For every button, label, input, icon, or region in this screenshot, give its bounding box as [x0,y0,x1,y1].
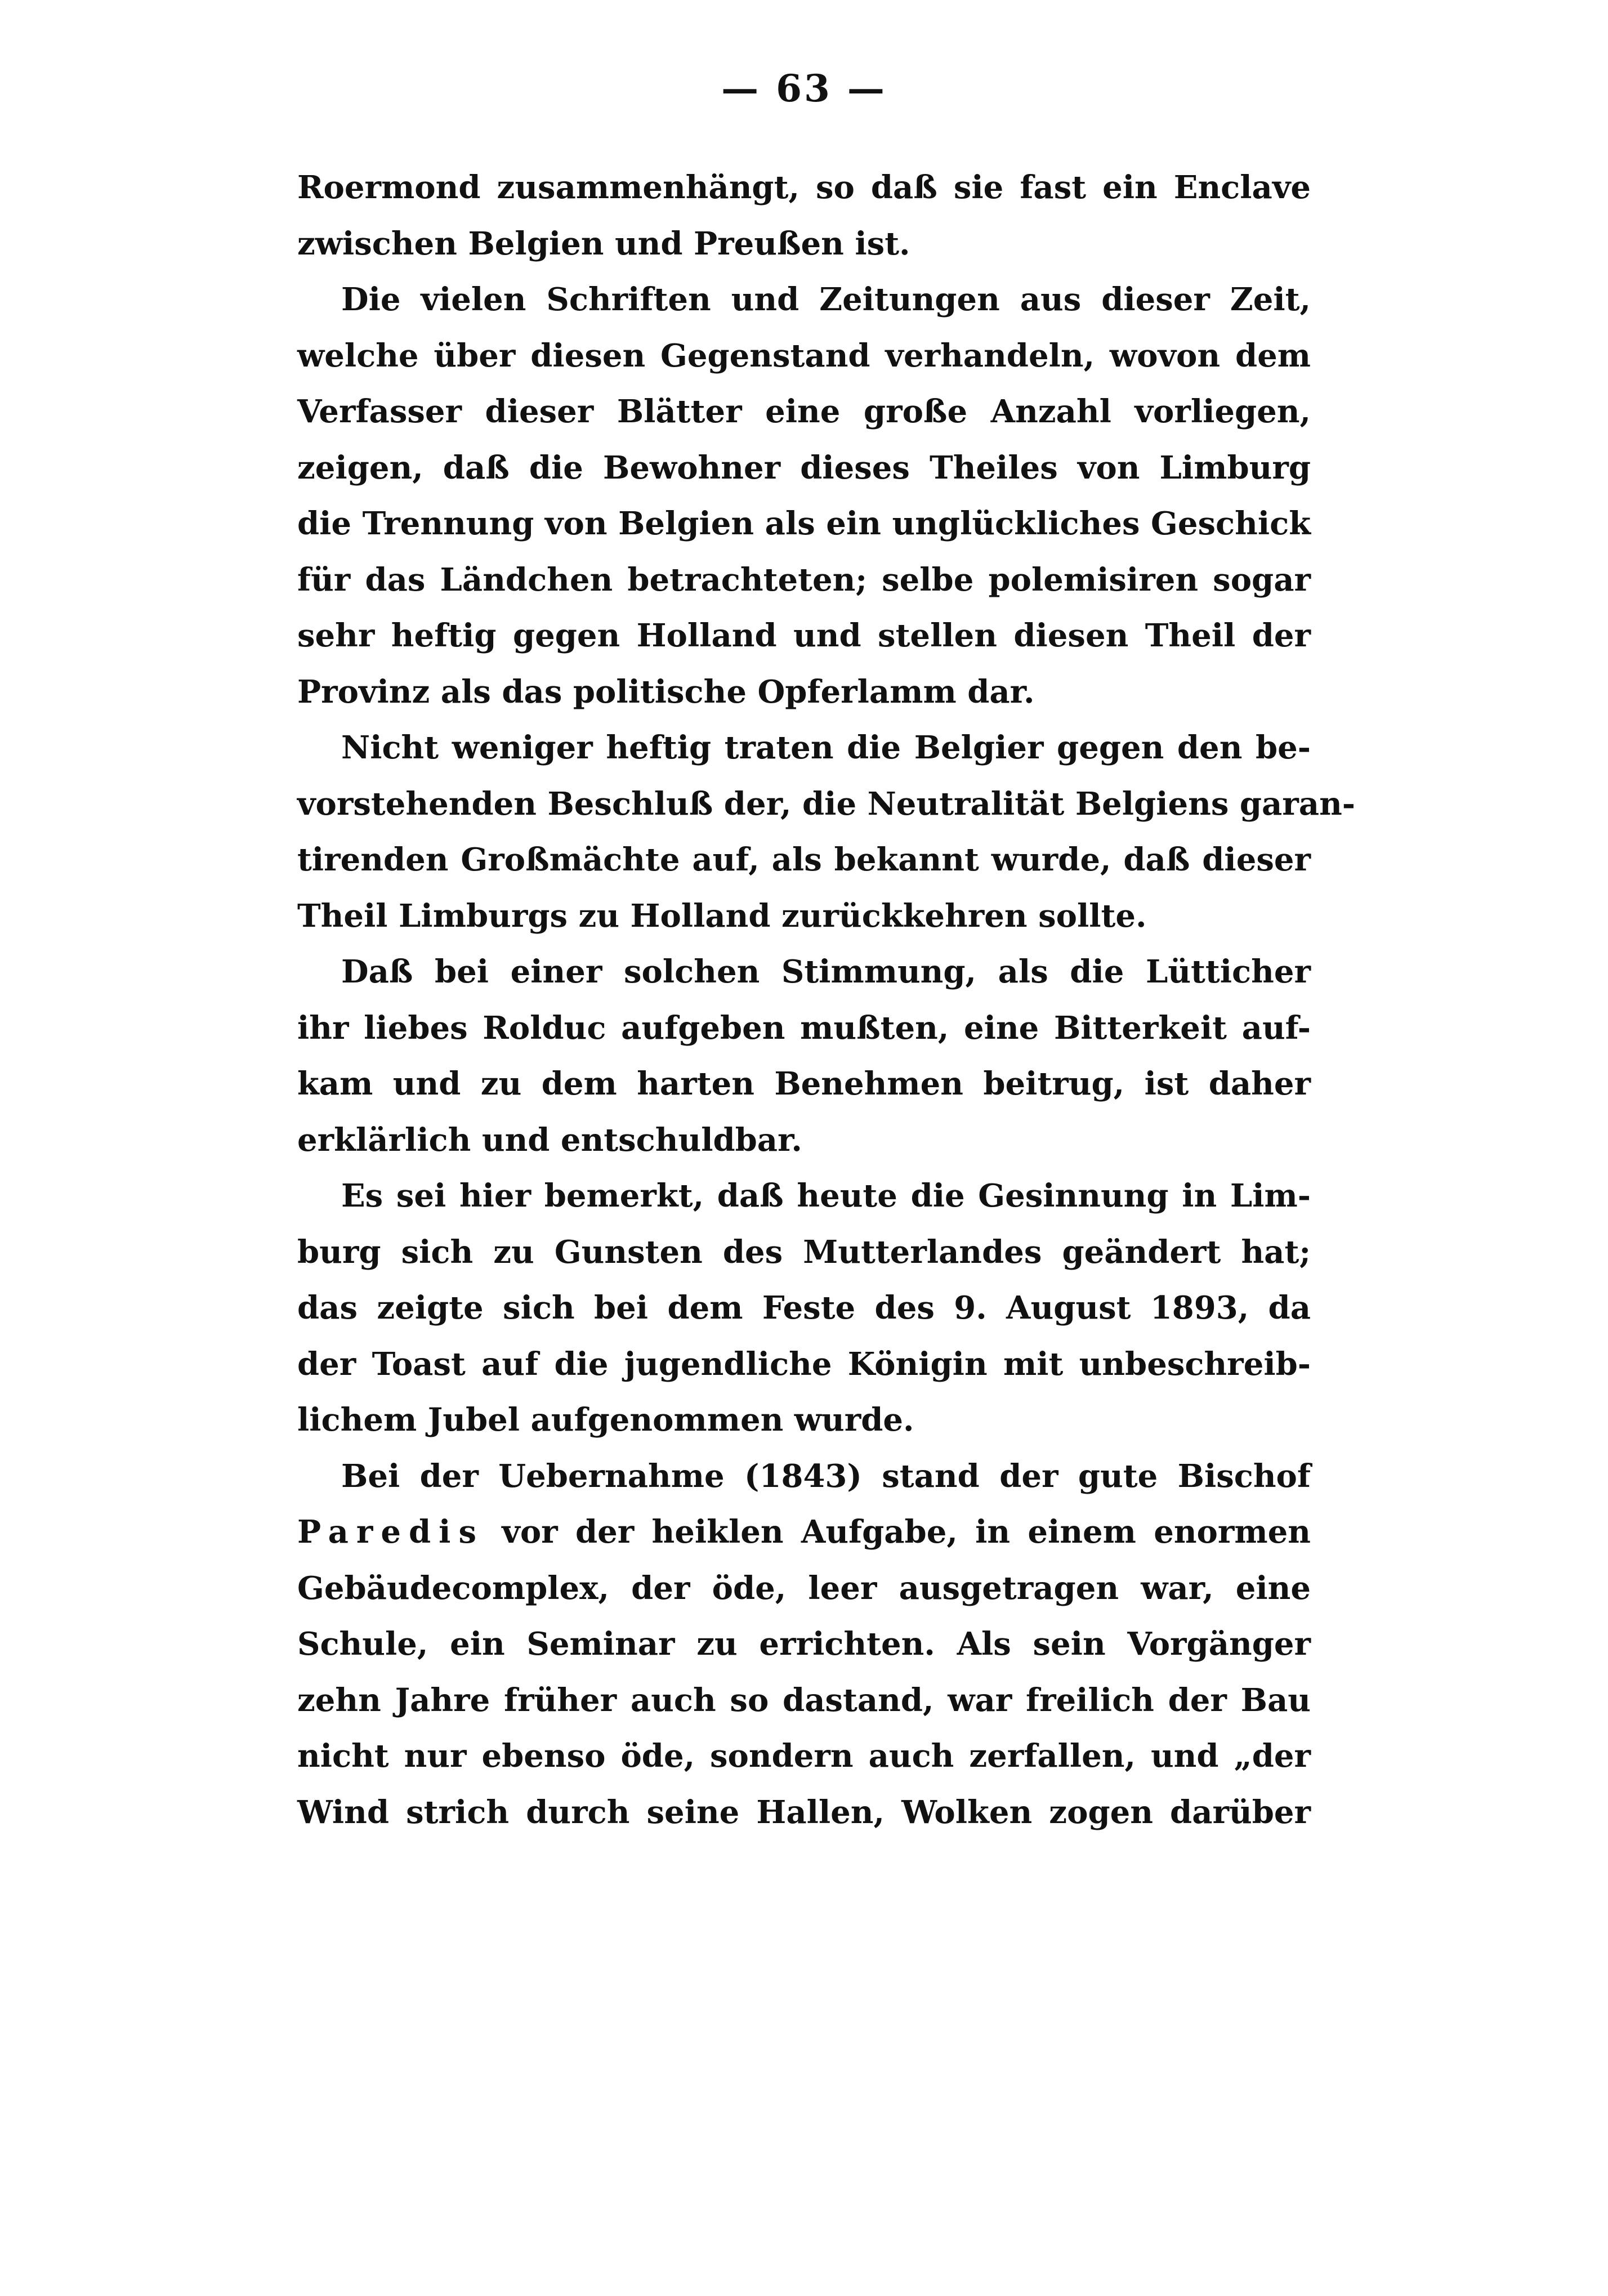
text-line: ihr liebes Rolduc aufgeben mußten, eine Bitterkeit auf- [297,1009,1311,1047]
body-text [297,163,1356,1844]
text-line: das zeigte sich bei dem Feste des 9. August 1893, da [297,1289,1311,1326]
text-line: zeigen, daß die Bewohner dieses Theiles von Limburg [297,449,1311,486]
text-line: Gebäudecomplex, der öde, leer ausgetragen war, eine [297,1569,1311,1607]
text-line: zwischen Belgien und Preußen ist. [297,225,910,262]
text-line: Die vielen Schriften und Zeitungen aus dieser Zeit, [341,281,1311,318]
text-line: vorstehenden Beschluß der, die Neutralität Belgiens garan- [297,785,1356,823]
text-line: Es sei hier bemerkt, daß heute die Gesinnung in Lim- [341,1177,1311,1214]
text-line: lichem Jubel aufgenommen wurde. [297,1401,914,1439]
text-line: Bei der Uebernahme (1843) stand der gute Bischof [341,1457,1311,1495]
text-line: welche über diesen Gegenstand verhandeln, wovon dem [297,337,1311,374]
text-line: zehn Jahre früher auch so dastand, war freilich der Bau [297,1681,1311,1719]
page-number: — 63 — [721,66,887,110]
text-line: Paredis vor der heiklen Aufgabe, in einem enormen [297,1513,1311,1551]
text-line: Verfasser dieser Blätter eine große Anzahl vorliegen, [297,393,1311,430]
text-line: tirenden Großmächte auf, als bekannt wurde, daß dieser [297,841,1311,878]
text-line: Roermond zusammenhängt, so daß sie fast ein Enclave [297,169,1311,206]
text-line: kam und zu dem harten Benehmen beitrug, ist daher [297,1065,1311,1102]
text-line: Nicht weniger heftig traten die Belgier gegen den be- [341,729,1311,766]
text-line: sehr heftig gegen Holland und stellen diesen Theil der [297,617,1311,654]
emphasized-name: Paredis [297,1513,484,1551]
text-line: für das Ländchen betrachteten; selbe polemisiren sogar [297,561,1311,598]
text-line: burg sich zu Gunsten des Mutterlandes geändert hat; [297,1233,1311,1271]
text-line: Provinz als das politische Opferlamm dar. [297,673,1035,711]
text-line: Schule, ein Seminar zu errichten. Als sein Vorgänger [297,1625,1311,1663]
text-line: erklärlich und entschuldbar. [297,1121,802,1159]
text-line: Daß bei einer solchen Stimmung, als die Lütticher [341,953,1311,990]
text-line: die Trennung von Belgien als ein unglückliches Geschick [297,505,1311,542]
text-line: Theil Limburgs zu Holland zurückkehren sollte. [297,897,1147,935]
text-line: der Toast auf die jugendliche Königin mit unbeschreib- [297,1345,1311,1383]
text-line: Wind strich durch seine Hallen, Wolken zogen darüber [297,1793,1311,1831]
text-line: nicht nur ebenso öde, sondern auch zerfallen, und „der [297,1737,1311,1775]
